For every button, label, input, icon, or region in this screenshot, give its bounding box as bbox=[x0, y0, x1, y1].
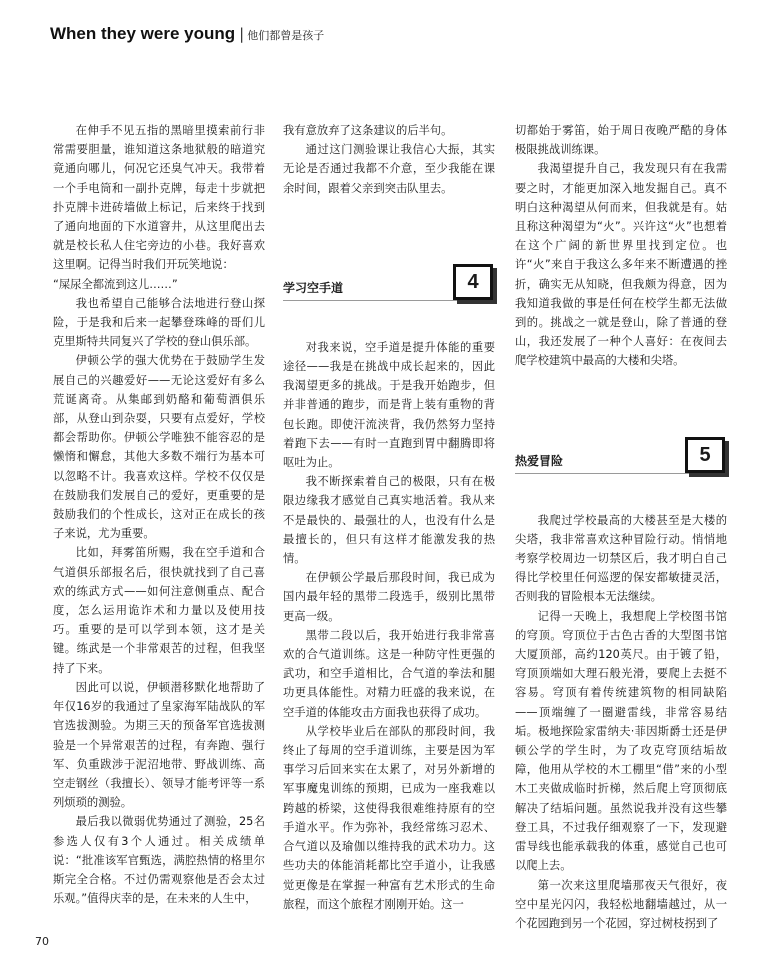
section-title: 学习空手道 bbox=[283, 280, 344, 295]
section-rule bbox=[515, 473, 727, 474]
paragraph: 黑带二段以后，我开始进行我非常喜欢的合气道训练。这是一种防守性更强的武功，和空手道相比，合气道的拳法和腿功更具体能性。对精力旺盛的我来说，在空手道的体能攻击方面我也获得了成功。 bbox=[283, 628, 495, 719]
column-2 bbox=[283, 121, 495, 914]
paragraph: 伊顿公学的强大优势在于鼓励学生发展自己的兴趣爱好——无论这爱好有多么荒诞离奇。从集邮到奶酪和葡萄酒俱乐部，从登山到杂耍，只要有点爱好，学校都会帮助你。伊顿公学唯独不能容忍的是懒惰和懈怠，其他大多数不端行为基本可以忽略不计。我喜欢这样。学校不仅仅是在鼓励我们发展自己的爱好，更重要的是鼓励我们的个性成长，这对正在成长的孩子来说，尤为重要。 bbox=[53, 354, 265, 541]
header-title-en: When they were young bbox=[50, 24, 236, 43]
paragraph: 我也希望自己能够合法地进行登山探险，于是我和后来一起攀登珠峰的哥们儿克里斯特共同复兴了学校的登山俱乐部。 bbox=[53, 296, 265, 349]
column-1 bbox=[53, 121, 265, 908]
paragraph: 对我来说，空手道是提升体能的重要途径——我是在挑战中成长起来的，因此我渴望更多的挑战。于是我开始跑步，但并非普通的跑步，而是背上装有重物的背包长跑。即使汗流浃背，我仍然努力坚持着跑下去——有时一直跑到胃中翻腾即将呕吐为止。 bbox=[283, 340, 495, 470]
header-title-zh: 他们都曾是孩子 bbox=[247, 29, 325, 42]
paragraph: 我渴望提升自己，我发现只有在我需要之时，才能更加深入地发掘自己。真不明白这种渴望从何而来，但我就是有。姑且称这种渴望为“火”。兴许这“火”也想着在这个广阔的新世界里找到定位。也许“火”来自于我这么多年来不断遭遇的挫折，确实无从知晓，但我颇为得意，因为我知道我做的事是任何在校学生都无法做到的。挑战之一就是登山，除了普通的登山，我还发展了一种个人喜好：在夜间去爬学校建筑中最高的大楼和尖塔。 bbox=[515, 162, 727, 368]
paragraph: 通过这门测验课让我信心大振，其实无论是否通过我都不介意，至少我能在课余时间，跟着父亲到突击队里去。 bbox=[283, 143, 495, 195]
paragraph: 我不断探索着自己的极限，只有在极限边缘我才感觉自己真实地活着。我从来不是最快的、最强壮的人，也没有什么是最擅长的，但只有这样才能激发我的热情。 bbox=[283, 475, 495, 566]
paragraph: 在伸手不见五指的黑暗里摸索前行非常需要胆量，谁知道这条地狱般的暗道究竟通向哪儿，何况它还臭气冲天。我带着一个手电筒和一副扑克牌，每走十步就把扑克牌卡进砖墙做上标记，后来终于找到了通向地面的下水道窨井，从这里爬出去就是校长私人住宅旁边的小巷。我好喜欢这里啊。记得当时我们开玩笑地说： bbox=[53, 124, 265, 272]
header-separator: | bbox=[239, 25, 245, 43]
paragraph: 记得一天晚上，我想爬上学校图书馆的穹顶。穹顶位于古色古香的大型图书馆大厦顶部，高约120英尺。由于镀了铅，穹顶顶端如大理石般光滑，要爬上去挺不容易。穹顶有着传统建筑物的相同缺陷——顶端缠了一圈避雷线，非常容易结垢。极地探险家雷纳夫·菲因斯爵士还是伊顿公学的学生时，为了攻克穹顶结垢故障，他用从学校的木工棚里“借”来的小型木工夹做成临时折梯，然后爬上穹顶彻底解决了结垢问题。虽然说我并没有这些攀登工具，不过我仔细观察了一下，发现避雷导线也能承载我的体重，感觉自己也可以爬上去。 bbox=[515, 609, 727, 873]
section-heading-adventure bbox=[515, 433, 727, 481]
section-number-badge: 5 bbox=[685, 437, 725, 473]
paragraph: 在伊顿公学最后那段时间，我已成为国内最年轻的黑带二段选手，级别比黑带更高一级。 bbox=[283, 571, 495, 623]
section-rule bbox=[283, 300, 495, 301]
paragraph: 比如，拜雾笛所赐，我在空手道和合气道俱乐部报名后，很快就找到了自己喜欢的练武方式——如何注意侧重点、配合度，怎么运用诡诈术和力量以及使用技巧。重要的是可以学到本领，这才是关键。练武是一个非常艰苦的过程，但我坚持了下来。 bbox=[53, 546, 265, 675]
paragraph: “屎尿全都流到这儿……” bbox=[53, 277, 178, 291]
page-number: 70 bbox=[35, 935, 49, 948]
section-number-badge: 4 bbox=[453, 264, 493, 300]
paragraph: 最后我以微弱优势通过了测验，25名参选人仅有3个人通过。相关成绩单说：“批准该军官甄选，满腔热情的格里尔斯完全合格。不过仍需观察他是否会太过乐观。”值得庆幸的是，在未来的人生中， bbox=[53, 815, 265, 906]
running-header bbox=[50, 24, 324, 44]
section-title: 热爱冒险 bbox=[515, 453, 564, 468]
column-3 bbox=[515, 121, 727, 933]
paragraph: 切都始于雾笛，始于周日夜晚严酷的身体极限挑战训练课。 bbox=[515, 124, 727, 157]
paragraph: 从学校毕业后在部队的那段时间，我终止了每周的空手道训练，主要是因为军事学习后回来实在太累了，对另外新增的军事魔鬼训练的预期，已成为一座我难以跨越的桥梁，这使得我很难维持原有的空手道水平。作为弥补，我经常练习忍术、合气道以及瑜伽以维持我的武术功力。这些功夫的体能消耗都比空手道小，让我感觉更像是在掌握一种富有艺术形式的生命旅程，而这个旅程才刚刚开始。这一 bbox=[283, 724, 495, 911]
paragraph: 我爬过学校最高的大楼甚至是大楼的尖塔，我非常喜欢这种冒险行动。悄悄地考察学校周边一切禁区后，我才明白自己得比学校里任何巡逻的保安都敏捷灵活，否则我的冒险根本无法继续。 bbox=[515, 513, 727, 604]
paragraph: 第一次来这里爬墙那夜天气很好，夜空中星光闪闪，我轻松地翻墙越过，从一个花园跑到另一个花园，穿过树枝拐到了 bbox=[515, 878, 727, 930]
paragraph: 因此可以说，伊顿潜移默化地帮助了年仅16岁的我通过了皇家海军陆战队的军官选拔测验。为期三天的预备军官选拔测验是一个异常艰苦的过程，有奔跑、强行军、负重跋涉于泥沼地带、野战训练、高空走钢丝（我擅长）、领导才能考评等一系列烦琐的测验。 bbox=[53, 680, 265, 810]
paragraph: 我有意放弃了这条建议的后半句。 bbox=[283, 124, 453, 137]
section-heading-karate bbox=[283, 260, 495, 308]
